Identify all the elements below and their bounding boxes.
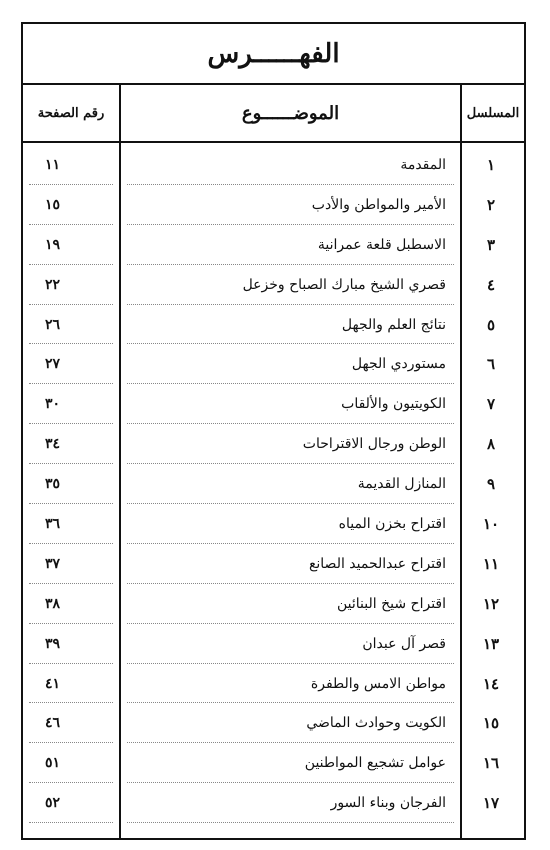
topic-title: مستوردي الجهل xyxy=(121,344,460,384)
serial-number: ١٢ xyxy=(482,594,500,613)
header-serial: المسلسل xyxy=(460,85,524,141)
topic-title: قصري الشيخ مبارك الصباح وخزعل xyxy=(121,265,460,305)
page-number: ٤١ xyxy=(23,664,119,704)
page-number: ٣٩ xyxy=(23,624,119,664)
topic-title: قصر آل عبدان xyxy=(121,624,460,664)
page-number: ٣٤ xyxy=(23,424,119,464)
topic-title: اقتراح عبدالحميد الصانع xyxy=(121,544,460,584)
topic-title: الكويت وحوادث الماضي xyxy=(121,703,460,743)
page-number: ٣٦ xyxy=(23,504,119,544)
serial-number: ٣ xyxy=(486,235,496,254)
page-number: ١١ xyxy=(23,145,119,185)
serial-number: ٥ xyxy=(486,315,496,334)
page-number: ٢٧ xyxy=(23,344,119,384)
topic-title: اقتراح شيخ البنائين xyxy=(121,584,460,624)
page-title: الفهــــــرس xyxy=(183,39,363,69)
header-page: رقم الصفحة xyxy=(37,105,105,121)
page-number: ١٥ xyxy=(23,185,119,225)
page-number: ٥٢ xyxy=(23,783,119,823)
topic-title: الفرجان وبناء السور xyxy=(121,783,460,823)
serial-number: ٦ xyxy=(486,355,496,374)
page-number: ٥١ xyxy=(23,743,119,783)
page-number: ٣٨ xyxy=(23,584,119,624)
serial-number: ١٦ xyxy=(482,754,500,773)
serial-column xyxy=(460,141,524,838)
topic-title: عوامل تشجيع المواطنين xyxy=(121,743,460,783)
topic-title: نتائج العلم والجهل xyxy=(121,305,460,345)
page-number: ٢٢ xyxy=(23,265,119,305)
page-number: ٣٠ xyxy=(23,384,119,424)
page-number: ٣٥ xyxy=(23,464,119,504)
serial-number: ١٣ xyxy=(482,634,500,653)
table-header xyxy=(23,85,524,143)
topic-title: الأمير والمواطن والأدب xyxy=(121,185,460,225)
page-number: ٤٦ xyxy=(23,703,119,743)
serial-number: ٢ xyxy=(486,195,496,214)
serial-number: ١٧ xyxy=(482,794,500,813)
title-bar xyxy=(23,24,524,85)
serial-number: ٨ xyxy=(486,435,496,454)
page-number: ٢٦ xyxy=(23,305,119,345)
header-topic: الموضــــــوع xyxy=(119,85,460,141)
topic-title: المنازل القديمة xyxy=(121,464,460,504)
serial-number: ١٥ xyxy=(482,714,500,733)
topic-title: مواطن الامس والطفرة xyxy=(121,664,460,704)
serial-number: ١ xyxy=(486,155,496,174)
topic-title: الكويتيون والألقاب xyxy=(121,384,460,424)
serial-number: ١٤ xyxy=(482,674,500,693)
topic-title: الاسطبل قلعة عمرانية xyxy=(121,225,460,265)
topic-title: اقتراح بخزن المياه xyxy=(121,504,460,544)
page-number: ١٩ xyxy=(23,225,119,265)
serial-number: ١١ xyxy=(482,554,500,573)
serial-number: ٤ xyxy=(486,275,496,294)
topic-title: المقدمة xyxy=(121,145,460,185)
table-body xyxy=(23,141,524,838)
topic-title: الوطن ورجال الاقتراحات xyxy=(121,424,460,464)
page-number: ٣٧ xyxy=(23,544,119,584)
serial-number: ١٠ xyxy=(482,514,500,533)
topic-column xyxy=(119,141,460,838)
serial-number: ٧ xyxy=(486,395,496,414)
serial-number: ٩ xyxy=(486,475,496,494)
page-column xyxy=(23,141,119,838)
index-table xyxy=(21,22,526,840)
